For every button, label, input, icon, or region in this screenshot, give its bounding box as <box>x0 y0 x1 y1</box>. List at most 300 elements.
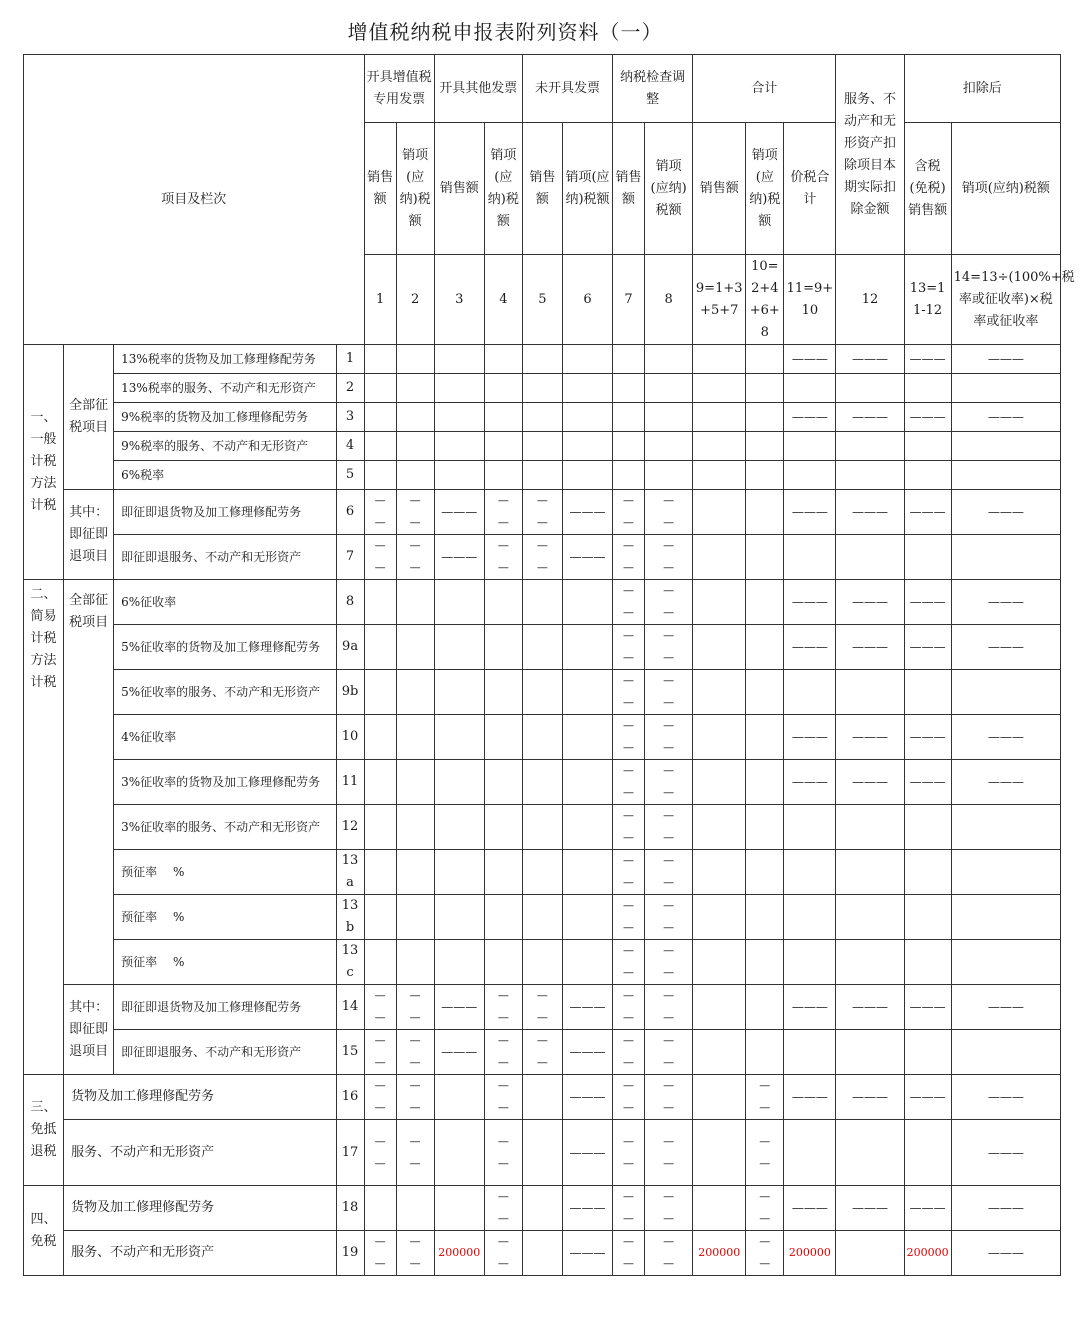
row-label: 预征率 % <box>114 895 336 940</box>
input-cell[interactable] <box>904 805 951 850</box>
input-cell[interactable] <box>613 345 645 374</box>
input-cell[interactable] <box>396 850 434 895</box>
value-cell[interactable]: 200000 <box>904 1231 951 1276</box>
double-dash-cell: — — <box>746 1186 784 1231</box>
input-cell[interactable] <box>434 403 484 432</box>
row-number: 19 <box>336 1231 364 1276</box>
dash-cell: ——— <box>951 715 1060 760</box>
input-cell[interactable] <box>746 985 784 1030</box>
input-cell[interactable] <box>904 1120 951 1186</box>
input-cell[interactable] <box>434 580 484 625</box>
input-cell[interactable] <box>613 432 645 461</box>
input-cell[interactable] <box>746 490 784 535</box>
double-dash-cell: — — <box>746 1075 784 1120</box>
double-dash-cell: — — <box>613 895 645 940</box>
input-cell[interactable] <box>746 760 784 805</box>
dash-cell: ——— <box>904 1075 951 1120</box>
input-cell[interactable] <box>693 461 746 490</box>
input-cell[interactable] <box>645 403 693 432</box>
input-cell[interactable] <box>836 1231 904 1276</box>
row-label: 5%征收率的货物及加工修理修配劳务 <box>114 625 336 670</box>
dash-cell: ——— <box>951 625 1060 670</box>
input-cell[interactable] <box>522 760 562 805</box>
input-cell[interactable] <box>484 374 522 403</box>
input-cell[interactable] <box>364 403 396 432</box>
double-dash-cell: — — <box>613 535 645 580</box>
input-cell[interactable] <box>522 432 562 461</box>
col-number: 3 <box>434 255 484 345</box>
col-number: 13=11-12 <box>904 255 951 345</box>
row-number: 17 <box>336 1120 364 1186</box>
subheader-sales: 销售额 <box>693 123 746 255</box>
row-label: 货物及加工修理修配劳务 <box>64 1075 336 1120</box>
double-dash-cell: — — <box>484 490 522 535</box>
input-cell[interactable] <box>364 850 396 895</box>
input-cell[interactable] <box>951 461 1060 490</box>
input-cell[interactable] <box>396 580 434 625</box>
double-dash-cell: — — <box>645 1075 693 1120</box>
input-cell[interactable] <box>836 850 904 895</box>
input-cell[interactable] <box>562 850 612 895</box>
input-cell[interactable] <box>784 940 836 985</box>
input-cell[interactable] <box>396 1186 434 1231</box>
value-cell[interactable]: 200000 <box>434 1231 484 1276</box>
dash-cell: ——— <box>784 760 836 805</box>
input-cell[interactable] <box>434 805 484 850</box>
input-cell[interactable] <box>836 940 904 985</box>
input-cell[interactable] <box>693 985 746 1030</box>
input-cell[interactable] <box>562 895 612 940</box>
input-cell[interactable] <box>562 670 612 715</box>
input-cell[interactable] <box>693 625 746 670</box>
double-dash-cell: — — <box>484 1186 522 1231</box>
input-cell[interactable] <box>434 895 484 940</box>
subheader-tax: 销项(应纳)税额 <box>562 123 612 255</box>
input-cell[interactable] <box>836 1120 904 1186</box>
input-cell[interactable] <box>746 805 784 850</box>
input-cell[interactable] <box>645 374 693 403</box>
dash-cell: ——— <box>434 1030 484 1075</box>
input-cell[interactable] <box>484 625 522 670</box>
input-cell[interactable] <box>836 670 904 715</box>
input-cell[interactable] <box>434 940 484 985</box>
input-cell[interactable] <box>364 805 396 850</box>
input-cell[interactable] <box>484 715 522 760</box>
input-cell[interactable] <box>364 715 396 760</box>
dash-cell: ——— <box>784 985 836 1030</box>
input-cell[interactable] <box>746 1030 784 1075</box>
section-tax-exempt: 四、免税 <box>24 1186 64 1276</box>
dash-cell: ——— <box>951 403 1060 432</box>
input-cell[interactable] <box>522 403 562 432</box>
input-cell[interactable] <box>364 1186 396 1231</box>
input-cell[interactable] <box>562 374 612 403</box>
input-cell[interactable] <box>562 461 612 490</box>
input-cell[interactable] <box>396 715 434 760</box>
col-number: 9=1+3+5+7 <box>693 255 746 345</box>
dash-cell: ——— <box>784 1186 836 1231</box>
input-cell[interactable] <box>746 432 784 461</box>
input-cell[interactable] <box>522 850 562 895</box>
input-cell[interactable] <box>746 715 784 760</box>
dash-cell: ——— <box>784 1075 836 1120</box>
input-cell[interactable] <box>396 895 434 940</box>
input-cell[interactable] <box>746 670 784 715</box>
row-number: 8 <box>336 580 364 625</box>
dash-cell: ——— <box>562 985 612 1030</box>
subheader-total-price: 价税合计 <box>784 123 836 255</box>
row-label: 预征率 % <box>114 850 336 895</box>
input-cell[interactable] <box>396 940 434 985</box>
input-cell[interactable] <box>746 940 784 985</box>
row-number: 9a <box>336 625 364 670</box>
double-dash-cell: — — <box>613 580 645 625</box>
input-cell[interactable] <box>904 374 951 403</box>
dash-cell: ——— <box>904 625 951 670</box>
input-cell[interactable] <box>522 461 562 490</box>
input-cell[interactable] <box>364 432 396 461</box>
input-cell[interactable] <box>484 403 522 432</box>
input-cell[interactable] <box>522 1075 562 1120</box>
input-cell[interactable] <box>396 432 434 461</box>
dash-cell: ——— <box>784 345 836 374</box>
input-cell[interactable] <box>434 345 484 374</box>
dash-cell: ——— <box>904 760 951 805</box>
input-cell[interactable] <box>522 374 562 403</box>
col-number: 14=13÷(100%+税率或征收率)×税率或征收率 <box>951 255 1060 345</box>
row-number: 4 <box>336 432 364 461</box>
subheader-tax: 销项(应纳)税额 <box>396 123 434 255</box>
input-cell[interactable] <box>364 625 396 670</box>
subheader-tax: 销项(应纳)税额 <box>746 123 784 255</box>
double-dash-cell: — — <box>364 1030 396 1075</box>
double-dash-cell: — — <box>522 490 562 535</box>
input-cell[interactable] <box>364 670 396 715</box>
section-simplified-tax: 二、简易计税方法计税 <box>24 580 64 1075</box>
input-cell[interactable] <box>434 625 484 670</box>
input-cell[interactable] <box>951 940 1060 985</box>
input-cell[interactable] <box>784 432 836 461</box>
input-cell[interactable] <box>784 850 836 895</box>
input-cell[interactable] <box>364 374 396 403</box>
input-cell[interactable] <box>562 403 612 432</box>
input-cell[interactable] <box>693 345 746 374</box>
input-cell[interactable] <box>746 403 784 432</box>
input-cell[interactable] <box>562 715 612 760</box>
input-cell[interactable] <box>562 432 612 461</box>
input-cell[interactable] <box>951 670 1060 715</box>
dash-cell: ——— <box>562 1186 612 1231</box>
input-cell[interactable] <box>484 670 522 715</box>
row-number: 6 <box>336 490 364 535</box>
input-cell[interactable] <box>951 374 1060 403</box>
dash-cell: ——— <box>836 625 904 670</box>
input-cell[interactable] <box>836 432 904 461</box>
row-label: 即征即退货物及加工修理修配劳务 <box>114 490 336 535</box>
input-cell[interactable] <box>613 461 645 490</box>
input-cell[interactable] <box>562 805 612 850</box>
input-cell[interactable] <box>784 535 836 580</box>
input-cell[interactable] <box>784 670 836 715</box>
input-cell[interactable] <box>396 625 434 670</box>
group-immediate-refund: 其中：即征即退项目 <box>64 985 114 1075</box>
input-cell[interactable] <box>522 805 562 850</box>
row-label: 预征率 % <box>114 940 336 985</box>
corner-cell: 项目及栏次 <box>24 55 365 345</box>
dash-cell: ——— <box>951 345 1060 374</box>
input-cell[interactable] <box>746 461 784 490</box>
input-cell[interactable] <box>904 670 951 715</box>
input-cell[interactable] <box>784 805 836 850</box>
input-cell[interactable] <box>484 345 522 374</box>
double-dash-cell: — — <box>613 940 645 985</box>
input-cell[interactable] <box>434 760 484 805</box>
header-group-after-deduction: 扣除后 <box>904 55 1060 123</box>
input-cell[interactable] <box>693 403 746 432</box>
header-group-no-invoice: 未开具发票 <box>522 55 612 123</box>
input-cell[interactable] <box>951 895 1060 940</box>
row-label: 9%税率的服务、不动产和无形资产 <box>114 432 336 461</box>
row-label: 6%征收率 <box>114 580 336 625</box>
input-cell[interactable] <box>904 1030 951 1075</box>
input-cell[interactable] <box>364 461 396 490</box>
input-cell[interactable] <box>951 1030 1060 1075</box>
input-cell[interactable] <box>693 715 746 760</box>
input-cell[interactable] <box>693 535 746 580</box>
dash-cell: ——— <box>784 625 836 670</box>
input-cell[interactable] <box>746 374 784 403</box>
subheader-sales: 销售额 <box>434 123 484 255</box>
input-cell[interactable] <box>746 850 784 895</box>
input-cell[interactable] <box>522 895 562 940</box>
dash-cell: ——— <box>434 535 484 580</box>
input-cell[interactable] <box>364 940 396 985</box>
input-cell[interactable] <box>746 535 784 580</box>
double-dash-cell: — — <box>484 535 522 580</box>
input-cell[interactable] <box>613 403 645 432</box>
col-number: 8 <box>645 255 693 345</box>
dash-cell: ——— <box>836 760 904 805</box>
input-cell[interactable] <box>562 760 612 805</box>
double-dash-cell: — — <box>645 1030 693 1075</box>
col-number: 10=2+4+6+8 <box>746 255 784 345</box>
double-dash-cell: — — <box>645 715 693 760</box>
double-dash-cell: — — <box>645 490 693 535</box>
row-label: 13%税率的货物及加工修理修配劳务 <box>114 345 336 374</box>
double-dash-cell: — — <box>613 1075 645 1120</box>
input-cell[interactable] <box>693 1030 746 1075</box>
input-cell[interactable] <box>434 715 484 760</box>
dash-cell: ——— <box>951 1120 1060 1186</box>
input-cell[interactable] <box>746 345 784 374</box>
input-cell[interactable] <box>836 374 904 403</box>
dash-cell: ——— <box>951 985 1060 1030</box>
input-cell[interactable] <box>396 805 434 850</box>
input-cell[interactable] <box>522 580 562 625</box>
input-cell[interactable] <box>693 940 746 985</box>
dash-cell: ——— <box>836 1186 904 1231</box>
input-cell[interactable] <box>693 1075 746 1120</box>
dash-cell: ——— <box>836 985 904 1030</box>
input-cell[interactable] <box>693 490 746 535</box>
col-number: 12 <box>836 255 904 345</box>
input-cell[interactable] <box>484 432 522 461</box>
input-cell[interactable] <box>746 895 784 940</box>
input-cell[interactable] <box>693 670 746 715</box>
input-cell[interactable] <box>396 760 434 805</box>
input-cell[interactable] <box>434 1075 484 1120</box>
double-dash-cell: — — <box>613 805 645 850</box>
input-cell[interactable] <box>836 461 904 490</box>
input-cell[interactable] <box>836 805 904 850</box>
input-cell[interactable] <box>562 345 612 374</box>
input-cell[interactable] <box>484 895 522 940</box>
double-dash-cell: — — <box>645 1231 693 1276</box>
input-cell[interactable] <box>364 580 396 625</box>
dash-cell: ——— <box>836 580 904 625</box>
input-cell[interactable] <box>364 895 396 940</box>
dash-cell: ——— <box>836 490 904 535</box>
input-cell[interactable] <box>693 374 746 403</box>
input-cell[interactable] <box>522 1186 562 1231</box>
input-cell[interactable] <box>784 895 836 940</box>
input-cell[interactable] <box>693 1186 746 1231</box>
input-cell[interactable] <box>784 461 836 490</box>
input-cell[interactable] <box>645 345 693 374</box>
input-cell[interactable] <box>522 345 562 374</box>
input-cell[interactable] <box>484 760 522 805</box>
input-cell[interactable] <box>396 374 434 403</box>
double-dash-cell: — — <box>613 1120 645 1186</box>
input-cell[interactable] <box>396 670 434 715</box>
input-cell[interactable] <box>693 850 746 895</box>
double-dash-cell: — — <box>613 1030 645 1075</box>
double-dash-cell: — — <box>364 1231 396 1276</box>
input-cell[interactable] <box>951 535 1060 580</box>
input-cell[interactable] <box>693 805 746 850</box>
input-cell[interactable] <box>434 850 484 895</box>
double-dash-cell: — — <box>645 580 693 625</box>
input-cell[interactable] <box>484 940 522 985</box>
double-dash-cell: — — <box>364 490 396 535</box>
input-cell[interactable] <box>904 432 951 461</box>
double-dash-cell: — — <box>613 625 645 670</box>
input-cell[interactable] <box>746 625 784 670</box>
input-cell[interactable] <box>396 403 434 432</box>
input-cell[interactable] <box>951 432 1060 461</box>
input-cell[interactable] <box>562 625 612 670</box>
input-cell[interactable] <box>904 940 951 985</box>
col-number: 6 <box>562 255 612 345</box>
col-number: 11=9+10 <box>784 255 836 345</box>
input-cell[interactable] <box>434 1186 484 1231</box>
input-cell[interactable] <box>484 461 522 490</box>
input-cell[interactable] <box>484 580 522 625</box>
input-cell[interactable] <box>904 895 951 940</box>
input-cell[interactable] <box>784 1030 836 1075</box>
double-dash-cell: — — <box>396 1030 434 1075</box>
row-label: 货物及加工修理修配劳务 <box>64 1186 336 1231</box>
input-cell[interactable] <box>951 850 1060 895</box>
input-cell[interactable] <box>434 1120 484 1186</box>
input-cell[interactable] <box>364 760 396 805</box>
input-cell[interactable] <box>904 535 951 580</box>
double-dash-cell: — — <box>746 1231 784 1276</box>
dash-cell: ——— <box>836 403 904 432</box>
row-label: 4%征收率 <box>114 715 336 760</box>
input-cell[interactable] <box>904 461 951 490</box>
input-cell[interactable] <box>522 715 562 760</box>
double-dash-cell: — — <box>613 1231 645 1276</box>
input-cell[interactable] <box>434 432 484 461</box>
tax-form-table <box>23 54 1075 1276</box>
row-number: 18 <box>336 1186 364 1231</box>
row-label: 即征即退服务、不动产和无形资产 <box>114 1030 336 1075</box>
input-cell[interactable] <box>746 580 784 625</box>
input-cell[interactable] <box>434 374 484 403</box>
input-cell[interactable] <box>434 670 484 715</box>
col-number: 7 <box>613 255 645 345</box>
input-cell[interactable] <box>951 805 1060 850</box>
input-cell[interactable] <box>522 625 562 670</box>
subheader-sales: 销售额 <box>522 123 562 255</box>
input-cell[interactable] <box>522 670 562 715</box>
input-cell[interactable] <box>693 1120 746 1186</box>
input-cell[interactable] <box>693 432 746 461</box>
input-cell[interactable] <box>396 461 434 490</box>
input-cell[interactable] <box>784 1120 836 1186</box>
group-immediate-refund: 其中：即征即退项目 <box>64 490 114 580</box>
input-cell[interactable] <box>645 461 693 490</box>
input-cell[interactable] <box>434 461 484 490</box>
input-cell[interactable] <box>693 580 746 625</box>
input-cell[interactable] <box>364 345 396 374</box>
input-cell[interactable] <box>836 895 904 940</box>
input-cell[interactable] <box>562 940 612 985</box>
dash-cell: ——— <box>562 1231 612 1276</box>
input-cell[interactable] <box>693 895 746 940</box>
input-cell[interactable] <box>836 535 904 580</box>
group-all-taxable: 全部征税项目 <box>64 345 114 490</box>
input-cell[interactable] <box>904 850 951 895</box>
input-cell[interactable] <box>693 760 746 805</box>
double-dash-cell: — — <box>645 760 693 805</box>
input-cell[interactable] <box>396 345 434 374</box>
double-dash-cell: — — <box>396 535 434 580</box>
input-cell[interactable] <box>645 432 693 461</box>
row-number: 1 <box>336 345 364 374</box>
row-label: 3%征收率的服务、不动产和无形资产 <box>114 805 336 850</box>
input-cell[interactable] <box>484 805 522 850</box>
value-cell[interactable]: 200000 <box>693 1231 746 1276</box>
col-number: 5 <box>522 255 562 345</box>
row-label: 即征即退货物及加工修理修配劳务 <box>114 985 336 1030</box>
input-cell[interactable] <box>522 1231 562 1276</box>
double-dash-cell: — — <box>484 985 522 1030</box>
input-cell[interactable] <box>522 1120 562 1186</box>
input-cell[interactable] <box>522 940 562 985</box>
input-cell[interactable] <box>484 850 522 895</box>
dash-cell: ——— <box>951 760 1060 805</box>
dash-cell: ——— <box>434 490 484 535</box>
input-cell[interactable] <box>784 374 836 403</box>
input-cell[interactable] <box>613 374 645 403</box>
value-cell[interactable]: 200000 <box>784 1231 836 1276</box>
header-group-inspection: 纳税检查调整 <box>613 55 693 123</box>
dash-cell: ——— <box>562 490 612 535</box>
input-cell[interactable] <box>562 580 612 625</box>
input-cell[interactable] <box>836 1030 904 1075</box>
